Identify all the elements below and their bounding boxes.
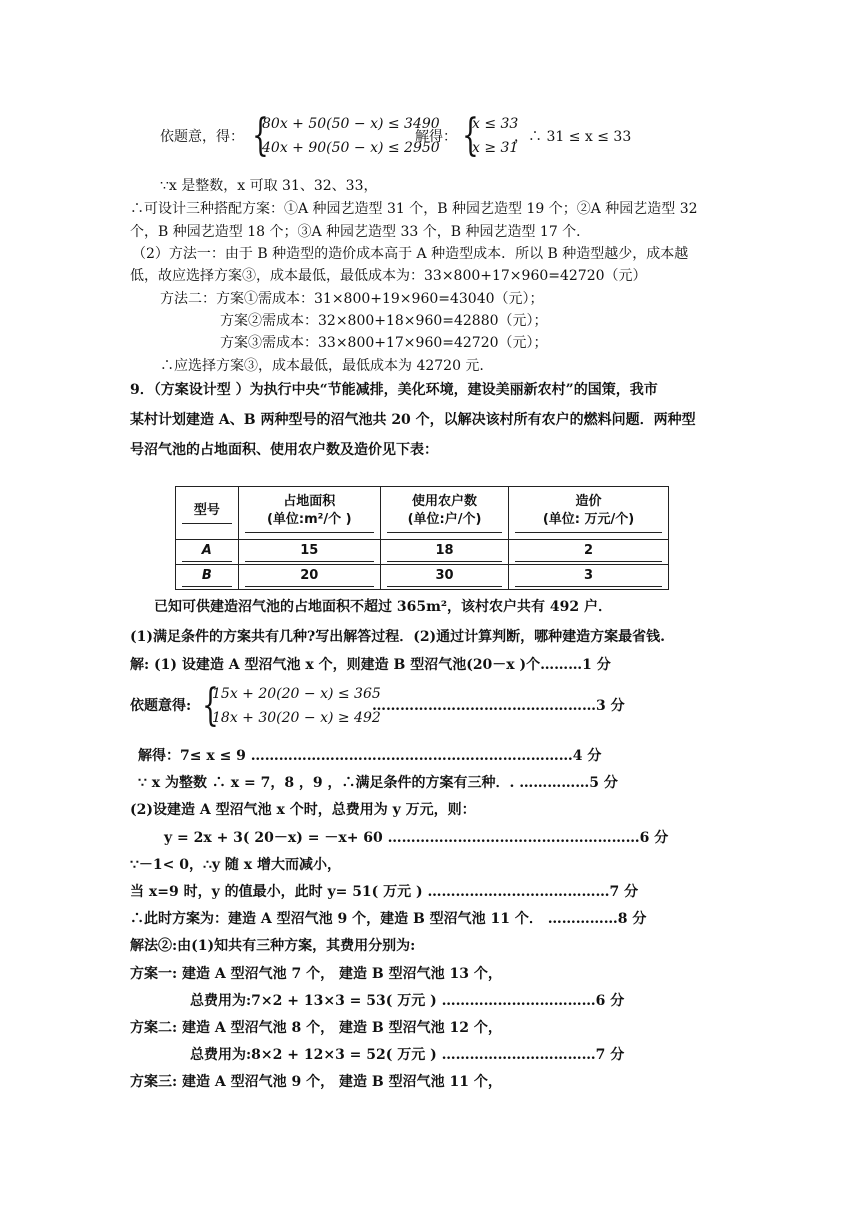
text-line: 总费用为:8×2 + 12×3 = 52( 万元 ) ……………………………7 分 — [190, 1047, 625, 1063]
text-line: 方案三: 建造 A 型沼气池 9 个， 建造 B 型沼气池 11 个， — [130, 1074, 502, 1090]
text-line: 总费用为:7×2 + 13×3 = 53( 万元 ) ……………………………6 分 — [190, 993, 625, 1009]
table-header-row — [176, 487, 669, 540]
table-row — [176, 565, 669, 590]
header-cell-cost: 造价 (单位: 万元/个) — [509, 487, 669, 540]
sys-row: 18x + 30(20 − x) ≥ 492 — [212, 710, 381, 726]
cell-model: B — [176, 565, 239, 590]
p1-conclusion: ，∴ 31 ≤ x ≤ 33 — [514, 129, 632, 145]
text-line: 解: (1) 设建造 A 型沼气池 x 个，则建造 B 型沼气池(20－x )个………1 分 — [130, 657, 611, 673]
cell-households: 30 — [380, 565, 508, 590]
question-9-line: 9．（方案设计型 ）为执行中央“节能减排，美化环境，建设美丽新农村”的国策，我市 — [130, 382, 658, 398]
text-line: 当 x=9 时，y 的值最小，此时 y= 51( 万元 ) …………………………………7 分 — [130, 884, 639, 900]
header-cell-area: 占地面积 (单位:m²/个 ) — [238, 487, 380, 540]
biogas-table — [175, 486, 669, 590]
sys-row: 80x + 50(50 − x) ≤ 3490 — [262, 116, 440, 132]
p1-solve: 解得： — [415, 129, 457, 145]
text-line: ∵ x 为整数 ∴ x = 7，8 ，9 ，∴满足条件的方案有三种．. ……………5 分 — [138, 775, 618, 791]
text-line: 低，故应选择方案③，成本最低，最低成本为：33×800+17×960=42720（元） — [130, 268, 647, 284]
question-9-line: 号沼气池的占地面积、使用农户数及造价见下表： — [130, 442, 438, 458]
text-line: ∴应选择方案③，成本最低，最低成本为 42720 元. — [160, 358, 484, 374]
text-line: （2）方法一：由于 B 种造型的造价成本高于 A 种造型成本．所以 B 种造型越少，成本越 — [132, 246, 689, 262]
text-line: 已知可供建造沼气池的占地面积不超过 365m²，该村农户共有 492 户． — [154, 599, 613, 615]
sys-row: 15x + 20(20 − x) ≤ 365 — [212, 686, 381, 702]
unit-area: (单位:m²/个 ) — [245, 511, 374, 533]
p2-lead: 依题意得: — [130, 698, 192, 714]
sys-row: x ≥ 31 — [472, 140, 519, 156]
text-line: (1)满足条件的方案共有几种?写出解答过程．(2)通过计算判断，哪种建造方案最省钱. — [130, 629, 666, 645]
header-cell-model: 型号 — [176, 487, 239, 540]
sys-row: 40x + 90(50 − x) ≤ 2950 — [262, 140, 440, 156]
text-line: 解法②:由(1)知共有三种方案，其费用分别为: — [130, 938, 416, 954]
text-line: 解得：7≤ x ≤ 9 ……………………………………………………………4 分 — [138, 748, 602, 764]
text-line: 方案二: 建造 A 型沼气池 8 个， 建造 B 型沼气池 12 个， — [130, 1020, 502, 1036]
question-9-line: 某村计划建造 A、B 两种型号的沼气池共 20 个，以解决该村所有农户的燃料问题．两种型 — [130, 412, 696, 428]
text-line: 个，B 种园艺造型 18 个；③A 种园艺造型 33 个，B 种园艺造型 17 个． — [130, 224, 591, 240]
cell-cost: 2 — [509, 540, 669, 565]
brace-glyph: { — [252, 110, 269, 161]
text-line: 方案一: 建造 A 型沼气池 7 个， 建造 B 型沼气池 13 个， — [130, 966, 502, 982]
brace-glyph: { — [462, 110, 479, 161]
sys-row: x ≤ 33 — [472, 116, 519, 132]
unit-households: (单位:户/个) — [387, 511, 502, 533]
cell-area: 15 — [238, 540, 380, 565]
text-line: ∴此时方案为：建造 A 型沼气池 9 个，建造 B 型沼气池 11 个． ……………8 分 — [130, 911, 647, 927]
text-line: ∵－1< 0，∴y 随 x 增大而减小， — [130, 857, 342, 873]
text-line: ∴可设计三种搭配方案：①A 种园艺造型 31 个，B 种园艺造型 19 个；②A 种园艺造型 32 — [130, 201, 698, 217]
text-line: (2)设建造 A 型沼气池 x 个时，总费用为 y 万元，则： — [130, 802, 476, 818]
text-line: 方案②需成本：32×800+18×960=42880（元）； — [220, 313, 548, 329]
cell-model: A — [176, 540, 239, 565]
text-line: 方案③需成本：33×800+17×960=42720（元）； — [220, 335, 548, 351]
cell-households: 18 — [380, 540, 508, 565]
cell-cost: 3 — [509, 565, 669, 590]
text-line: y = 2x + 3( 20－x) = －x+ 60 ………………………………………………6 分 — [164, 830, 669, 846]
text-line: 方法二：方案①需成本：31×800+19×960=43040（元）； — [160, 291, 544, 307]
table-row — [176, 540, 669, 565]
cell-area: 20 — [238, 565, 380, 590]
text-line: ∵x 是整数，x 可取 31、32、33， — [160, 178, 378, 194]
unit-cost: (单位: 万元/个) — [515, 511, 662, 533]
header-cell-households: 使用农户数 (单位:户/个) — [380, 487, 508, 540]
p2-score: …………………………………………3 分 — [372, 698, 625, 714]
brace-glyph: { — [202, 680, 219, 731]
p1-lead: 依题意，得： — [160, 129, 244, 145]
